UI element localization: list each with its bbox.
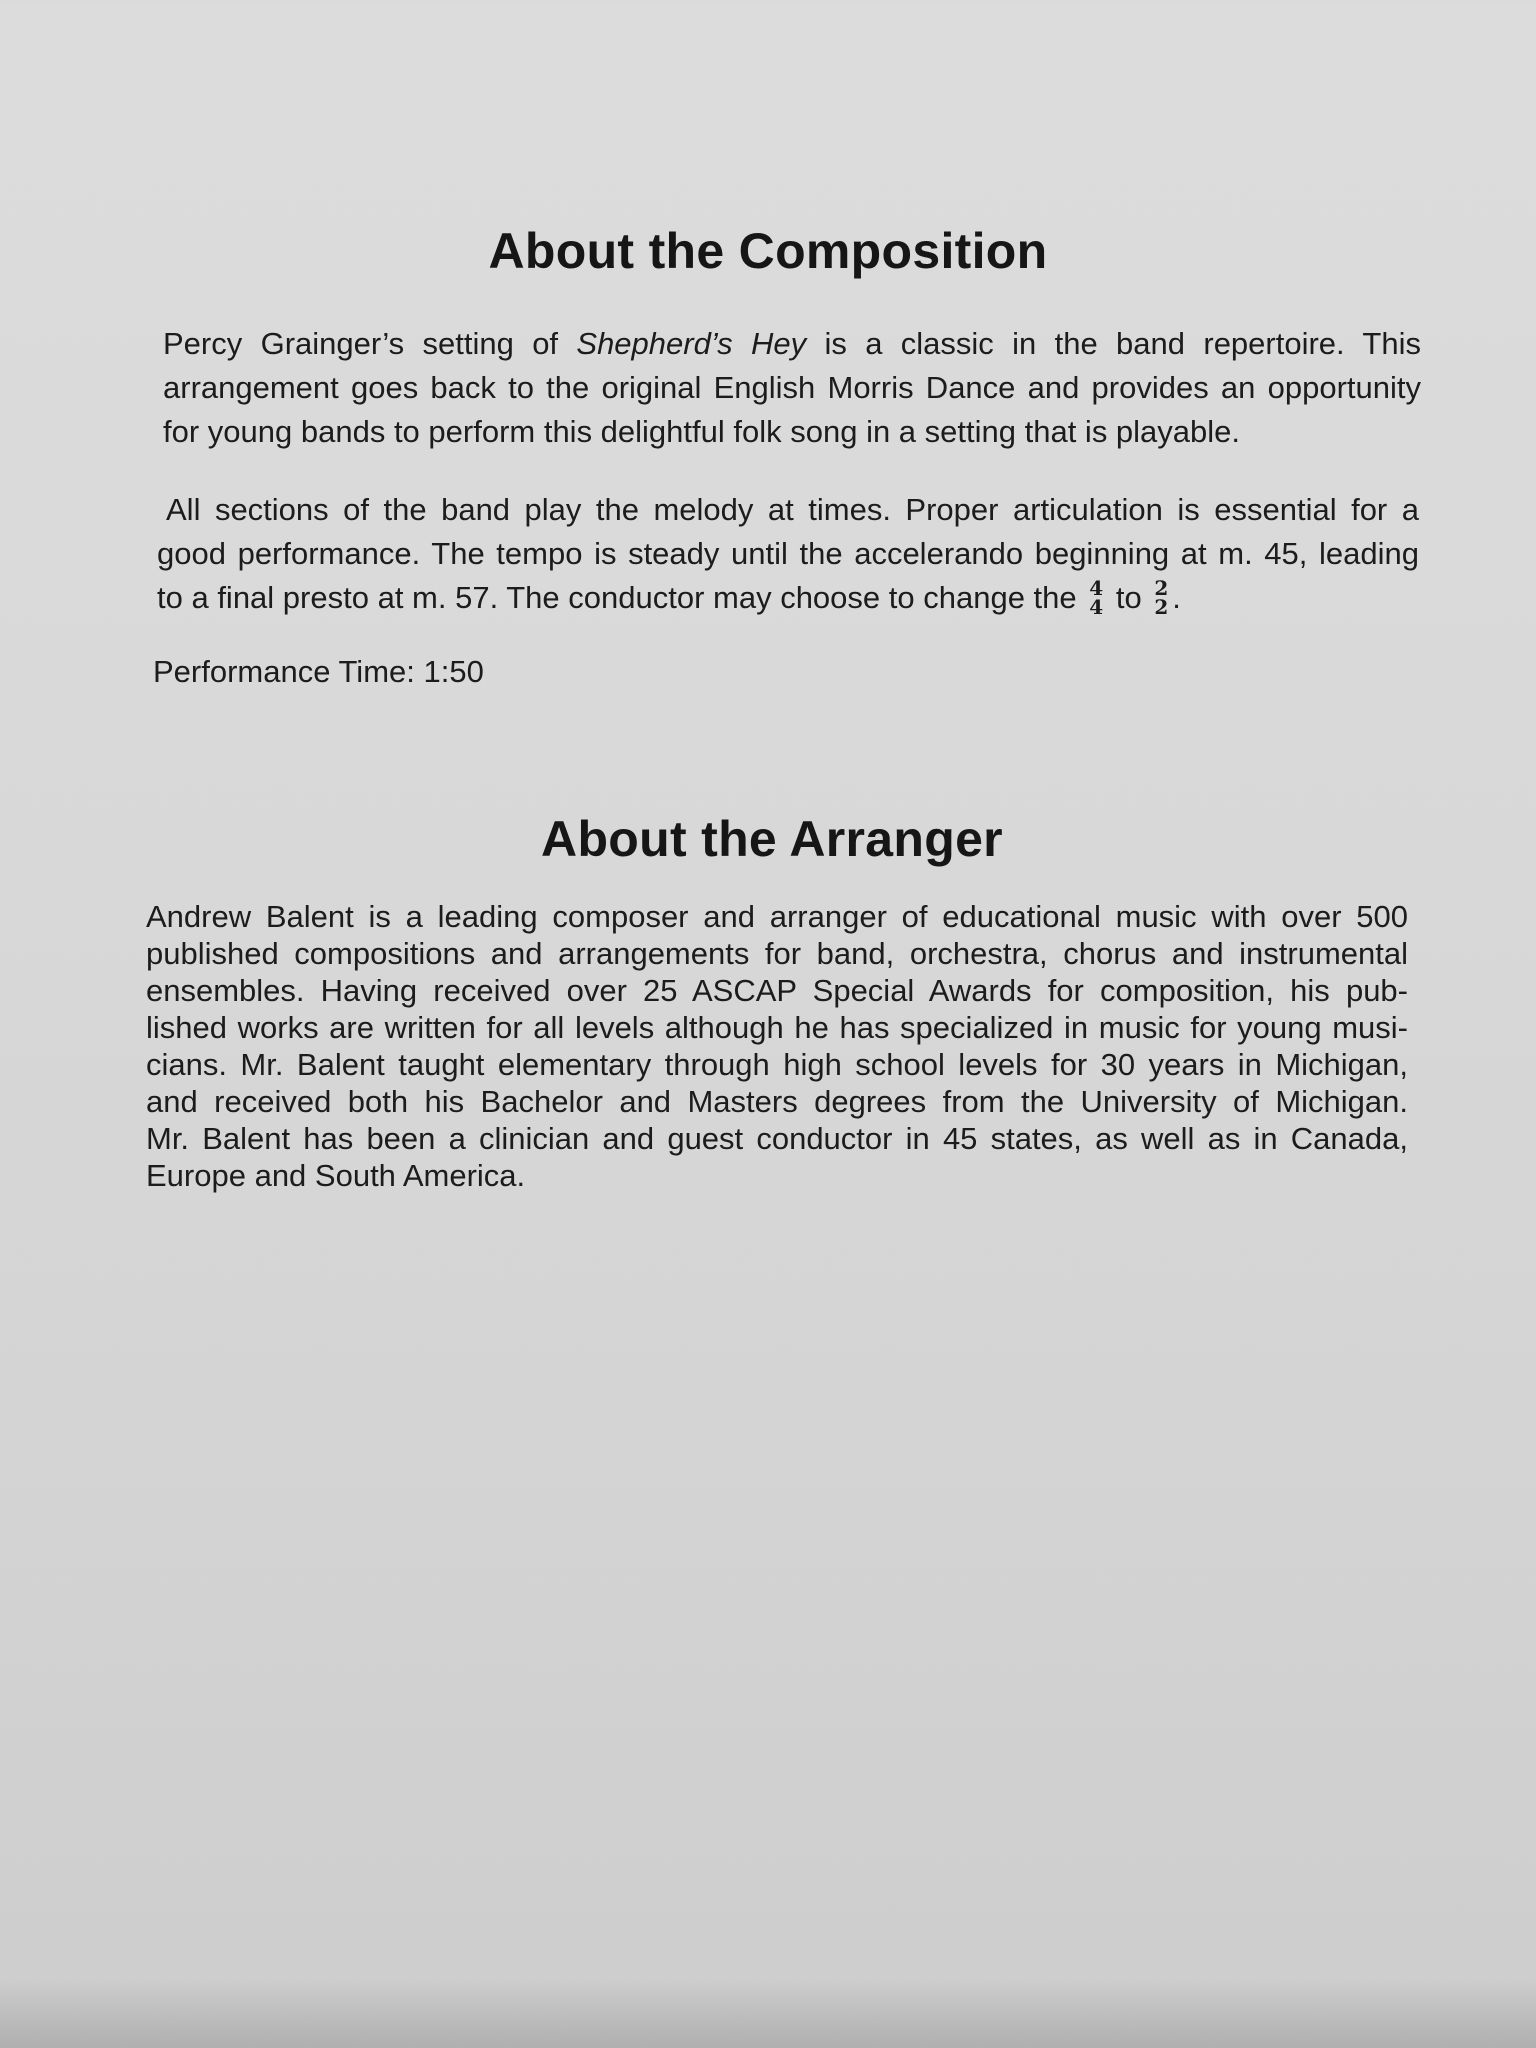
composition-paragraph-2 <box>157 488 1419 620</box>
composition-paragraph-1 <box>163 322 1421 454</box>
paragraph-line: and received both his Bachelor and Masters degrees from the University of Michigan. <box>146 1084 1408 1119</box>
paragraph-line: cians. Mr. Balent taught elementary through high school levels for 30 years in Michigan, <box>146 1047 1408 1082</box>
paragraph-line: lished works are written for all levels although he has specialized in music for young musi- <box>146 1010 1408 1045</box>
paragraph-line: Mr. Balent has been a clinician and guest conductor in 45 states, as well as in Canada, <box>146 1121 1408 1156</box>
composition-heading: About the Composition <box>488 223 1048 279</box>
time-signature-to: 2 2 <box>1154 575 1169 619</box>
performance-time: Performance Time: 1:50 <box>153 654 484 689</box>
paragraph-line: Europe and South America. <box>146 1158 526 1193</box>
paragraph-line: good performance. The tempo is steady until the accelerando beginning at m. 45, leading <box>157 536 1419 571</box>
paragraph-line: arrangement goes back to the original English Morris Dance and provides an opportunity <box>163 370 1421 405</box>
arranger-heading: About the Arranger <box>541 811 1003 867</box>
paragraph-line: for young bands to perform this delightful folk song in a setting that is playable. <box>163 414 1241 449</box>
paragraph-line: to a final presto at m. 57. The conductor may choose to change the 4 4 to 2 2 . <box>157 575 1181 619</box>
paragraph-line: ensembles. Having received over 25 ASCAP Special Awards for composition, his pub- <box>146 973 1408 1008</box>
paragraph-line: All sections of the band play the melody at times. Proper articulation is essential for a <box>166 492 1419 527</box>
paragraph-line: Percy Grainger’s setting of Shepherd’s Hey is a classic in the band repertoire. This <box>163 326 1421 361</box>
paragraph-line: Andrew Balent is a leading composer and arranger of educational music with over 500 <box>146 899 1408 934</box>
arranger-paragraph <box>146 898 1408 1194</box>
paragraph-line: published compositions and arrangements for band, orchestra, chorus and instrumental <box>146 936 1408 971</box>
time-signature-from: 4 4 <box>1089 575 1104 619</box>
piece-title: Shepherd’s Hey <box>576 326 807 361</box>
page-bottom-shadow <box>0 1978 1536 2048</box>
